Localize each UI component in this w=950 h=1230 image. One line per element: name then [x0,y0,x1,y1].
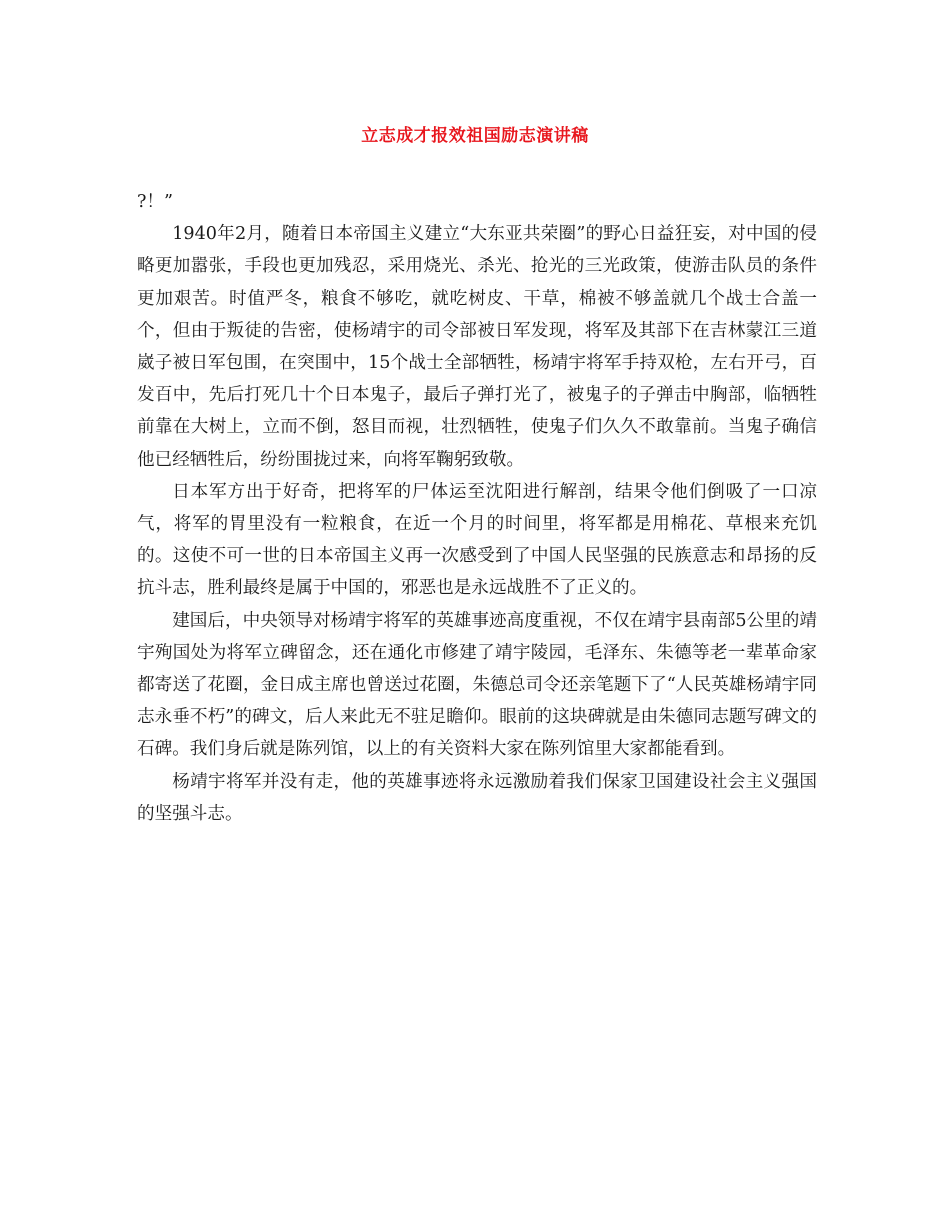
document-title: 立志成才报效祖国励志演讲稿 [361,126,589,146]
paragraph-3: 建国后，中央领导对杨靖宇将军的英雄事迹高度重视，不仅在靖宇县南部5公里的靖宇殉国处为将军立碑留念，还在通化市修建了靖宇陵园，毛泽东、朱德等老一辈革命家都寄送了花圈，金日成主席也曾送过花圈，朱德总司令还亲笔题下了“人民英雄杨靖宇同志永垂不朽”的碑文，后人来此无不驻足瞻仰。眼前的这块碑就是由朱德同志题写碑文的石碑。我们身后就是陈列馆，以上的有关资料大家在陈列馆里大家都能看到。 [137,610,817,760]
paragraph-opening-fragment: ?！” [137,192,174,212]
document-body [137,186,817,830]
paragraph-1: 1940年2月，随着日本帝国主义建立“大东亚共荣圈”的野心日益狂妄，对中国的侵略更加嚣张，手段也更加残忍，采用烧光、杀光、抢光的三光政策，使游击队员的条件更加艰苦。时值严冬，粮食不够吃，就吃树皮、干草，棉被不够盖就几个战士合盖一个，但由于叛徒的告密，使杨靖宇的司令部被日军发现，将军及其部下在吉林蒙江三道崴子被日军包围，在突围中，15个战士全部牺牲，杨靖宇将军手持双枪，左右开弓，百发百中，先后打死几十个日本鬼子，最后子弹打光了，被鬼子的子弹击中胸部，临牺牲前靠在大树上，立而不倒，怒目而视，壮烈牺牲，使鬼子们久久不敢靠前。当鬼子确信他已经牺牲后，纷纷围拢过来，向将军鞠躬致敬。 [137,224,817,470]
paragraph-2: 日本军方出于好奇，把将军的尸体运至沈阳进行解剖，结果令他们倒吸了一口凉气，将军的胃里没有一粒粮食，在近一个月的时间里，将军都是用棉花、草根来充饥的。这使不可一世的日本帝国主义再一次感受到了中国人民坚强的民族意志和昂扬的反抗斗志，胜利最终是属于中国的，邪恶也是永远战胜不了正义的。 [137,481,817,599]
paragraph-4: 杨靖宇将军并没有走，他的英雄事迹将永远激励着我们保家卫国建设社会主义强国的坚强斗志。 [137,771,817,824]
